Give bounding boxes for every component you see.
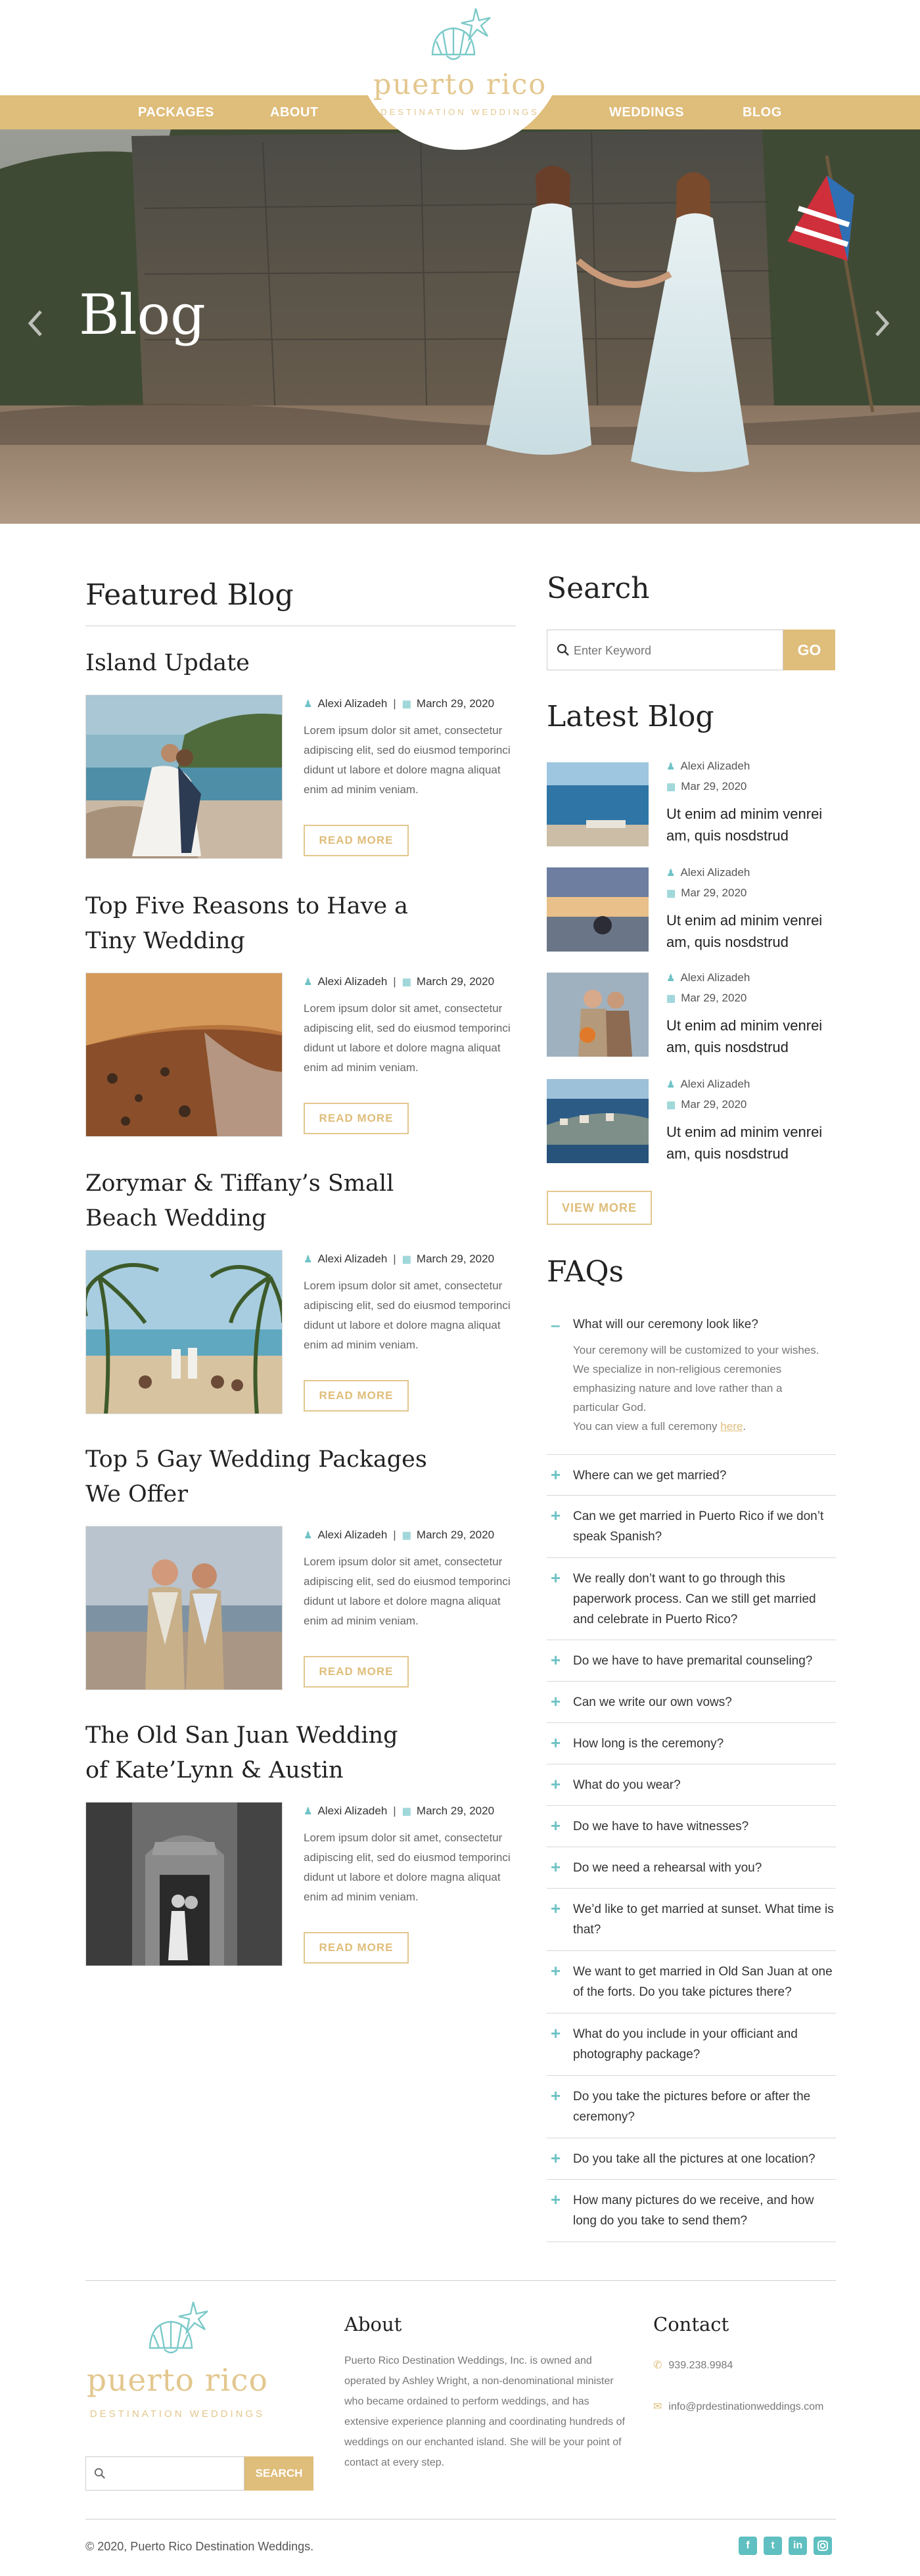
search-input[interactable] (574, 641, 771, 660)
contact-email[interactable]: ✉ info@prdestinationweddings.com (653, 2401, 824, 2412)
faq-question: We’d like to get married at sunset. What time is that? (573, 1902, 834, 1937)
faq-item[interactable] (547, 1847, 836, 1889)
footer-logo-tagline: DESTINATION WEDDINGS (89, 2408, 265, 2420)
chevron-right-icon (874, 309, 891, 338)
faq-question: Do you take all the pictures at one location? (573, 2152, 816, 2166)
plus-icon: + (551, 2148, 561, 2168)
plus-icon: + (551, 1506, 561, 1525)
post-image[interactable] (85, 1250, 283, 1414)
faq-question: We really don’t want to go through this paperwork process. Can we still get married and celebrate in Puerto Rico? (573, 1572, 816, 1626)
latest-post-date: ▦ Mar 29, 2020 (666, 992, 747, 1004)
faq-question: We want to get married in Old San Juan at one of the forts. Do you take pictures there? (573, 1965, 833, 1999)
post-date: March 29, 2020 (416, 697, 495, 710)
latest-post-image[interactable] (547, 867, 649, 952)
faq-item[interactable] (547, 2180, 836, 2242)
post-title[interactable]: Zorymar & Tiffany’s Small Beach Wedding (85, 1170, 394, 1231)
post-date: March 29, 2020 (416, 1529, 495, 1541)
user-icon: ♟ (666, 1079, 676, 1090)
faq-question: Do we have to have witnesses? (573, 1820, 749, 1833)
faq-question: Can we get married in Puerto Rico if we don’t speak Spanish? (573, 1509, 824, 1544)
about-heading: About (344, 2313, 402, 2335)
post-meta: ♟ Alexi Alizadeh | ▦ March 29, 2020 (304, 1529, 495, 1541)
post-title[interactable]: Island Update (85, 650, 250, 676)
calendar-icon: ▦ (666, 888, 676, 899)
plus-icon: + (551, 2086, 561, 2105)
post-image[interactable] (85, 1802, 283, 1966)
latest-post-title[interactable]: Ut enim ad minim venrei am, quis nosdstrud (666, 806, 823, 844)
faq-item[interactable] (547, 1496, 836, 1558)
view-more-button[interactable]: VIEW MORE (547, 1191, 652, 1225)
faq-question: What will our ceremony look like? (573, 1318, 758, 1331)
user-icon: ♟ (304, 1254, 313, 1265)
post-meta: ♟ Alexi Alizadeh | ▦ March 29, 2020 (304, 1805, 495, 1817)
faq-item[interactable] (547, 1806, 836, 1847)
copyright: © 2020, Puerto Rico Destination Weddings. (85, 2540, 314, 2553)
faq-question: How many pictures do we receive, and how long do you take to send them? (573, 2194, 814, 2228)
plus-icon: + (551, 1816, 561, 1835)
faq-item[interactable] (547, 1682, 836, 1723)
user-icon: ♟ (666, 867, 676, 879)
plus-icon: + (551, 1857, 561, 1877)
post-author: Alexi Alizadeh (317, 697, 388, 710)
post-title[interactable]: Top 5 Gay Wedding Packages We Offer (85, 1446, 427, 1507)
phone-icon: ✆ (653, 2360, 662, 2371)
plus-icon: + (551, 1733, 561, 1753)
faq-item[interactable] (547, 1640, 836, 1682)
faq-question: Do we have to have premarital counseling? (573, 1654, 813, 1668)
footer-logo[interactable] (82, 2297, 273, 2428)
faq-question: Where can we get married? (573, 1469, 727, 1483)
faq-item[interactable] (547, 1889, 836, 1951)
user-icon: ♟ (666, 973, 676, 984)
carousel-next-button[interactable] (874, 309, 891, 345)
latest-post-title[interactable]: Ut enim ad minim venrei am, quis nosdstrud (666, 912, 823, 950)
post-date: March 29, 2020 (416, 1253, 495, 1265)
post-author: Alexi Alizadeh (317, 1805, 388, 1817)
latest-post-author: ♟ Alexi Alizadeh (666, 1078, 750, 1090)
post-image[interactable] (85, 695, 283, 859)
contact-phone[interactable]: ✆ 939.238.9984 (653, 2360, 733, 2371)
faq-item[interactable] (547, 2138, 836, 2180)
calendar-icon: ▦ (402, 1530, 411, 1541)
faq-question: What do you include in your officiant and photography package? (573, 2027, 798, 2061)
plus-icon: + (551, 2023, 561, 2043)
latest-post-author: ♟ Alexi Alizadeh (666, 971, 750, 984)
latest-post-image[interactable] (547, 762, 649, 846)
post-image[interactable] (85, 973, 283, 1137)
facebook-icon[interactable]: f (739, 2537, 757, 2555)
search-go-button[interactable]: GO (783, 630, 835, 670)
plus-icon: + (551, 1898, 561, 1918)
user-icon: ♟ (304, 1530, 313, 1541)
post-author: Alexi Alizadeh (317, 975, 388, 988)
about-text: Puerto Rico Destination Weddings, Inc. is owned and operated by Ashley Wright, a non-denominational minister who became ordained to perform weddings, and has extensive experience planning and coordinating hundreds of weddings on our enchanted island. She will be your point of contact at every step. (344, 2355, 625, 2468)
search-box (547, 630, 783, 670)
calendar-icon: ▦ (666, 993, 676, 1004)
nav-blog[interactable]: BLOG (743, 105, 782, 120)
search-icon (557, 643, 570, 656)
footer-search-input[interactable] (111, 2465, 239, 2483)
read-more-button[interactable]: READ MORE (304, 1103, 409, 1134)
read-more-button[interactable]: READ MORE (304, 1656, 409, 1688)
envelope-icon: ✉ (653, 2401, 662, 2412)
carousel-prev-button[interactable] (26, 309, 43, 345)
logo-tagline: DESTINATION WEDDINGS (380, 107, 540, 117)
post-meta: ♟ Alexi Alizadeh | ▦ March 29, 2020 (304, 1253, 495, 1265)
calendar-icon: ▦ (666, 1099, 676, 1111)
footer-search-button[interactable]: SEARCH (244, 2456, 313, 2491)
post-author: Alexi Alizadeh (317, 1253, 388, 1265)
footer-search-box (85, 2456, 244, 2491)
user-icon: ♟ (666, 761, 676, 772)
calendar-icon: ▦ (402, 977, 411, 988)
plus-icon: + (551, 1568, 561, 1588)
post-author: Alexi Alizadeh (317, 1529, 388, 1541)
faq-item[interactable] (547, 1951, 836, 2013)
read-more-button[interactable]: READ MORE (304, 825, 409, 856)
read-more-button[interactable]: READ MORE (304, 1932, 409, 1964)
search-heading: Search (547, 572, 650, 605)
contact-heading: Contact (653, 2313, 729, 2335)
logo-text: puerto rico (373, 68, 547, 101)
post-excerpt: Lorem ipsum dolor sit amet, consectetur adipiscing elit, sed do eiusmod temporinci didunt ut labore et dolore magna aliquat enim ad minim veniam. (304, 724, 511, 796)
instagram-icon[interactable] (814, 2537, 832, 2555)
calendar-icon: ▦ (402, 699, 411, 710)
latest-blog-heading: Latest Blog (547, 700, 714, 733)
latest-post-image[interactable] (547, 973, 649, 1057)
post-excerpt: Lorem ipsum dolor sit amet, consectetur adipiscing elit, sed do eiusmod temporinci didunt ut labore et dolore magna aliquat enim ad minim veniam. (304, 1831, 511, 1903)
chevron-left-icon (26, 309, 43, 338)
page-title: Blog (79, 283, 206, 347)
latest-post-author: ♟ Alexi Alizadeh (666, 866, 750, 879)
post-excerpt: Lorem ipsum dolor sit amet, consectetur adipiscing elit, sed do eiusmod temporinci didunt ut labore et dolore magna aliquat enim ad minim veniam. (304, 1279, 511, 1351)
user-icon: ♟ (304, 699, 313, 710)
latest-post-title[interactable]: Ut enim ad minim venrei am, quis nosdstrud (666, 1124, 823, 1162)
faq-item[interactable] (547, 2013, 836, 2076)
latest-post-date: ▦ Mar 29, 2020 (666, 1098, 747, 1111)
faqs-heading: FAQs (547, 1255, 624, 1289)
post-title[interactable]: The Old San Juan Wedding of Kate’Lynn & Austin (85, 1722, 398, 1783)
faq-item[interactable] (547, 1558, 836, 1640)
faq-question: How long is the ceremony? (573, 1737, 724, 1751)
post-title[interactable]: Top Five Reasons to Have a Tiny Wedding (85, 893, 409, 954)
plus-icon: + (551, 1691, 561, 1711)
faq-answer: Your ceremony will be customized to your wishes. We specialize in non-religious ceremonies emphasizing nature and love rather than a particular God. You can view a full ceremony here. (573, 1344, 819, 1433)
plus-icon: + (551, 1650, 561, 1670)
faq-item[interactable] (547, 1764, 836, 1806)
calendar-icon: ▦ (402, 1806, 411, 1817)
post-excerpt: Lorem ipsum dolor sit amet, consectetur adipiscing elit, sed do eiusmod temporinci didunt ut labore et dolore magna aliquat enim ad minim veniam. (304, 1002, 511, 1074)
faq-item[interactable] (547, 2076, 836, 2138)
seashell-starfish-icon (138, 2297, 217, 2362)
post-excerpt: Lorem ipsum dolor sit amet, consectetur adipiscing elit, sed do eiusmod temporinci didunt ut labore et dolore magna aliquat enim ad minim veniam. (304, 1555, 511, 1627)
calendar-icon: ▦ (402, 1254, 411, 1265)
faq-item[interactable] (547, 1723, 836, 1764)
plus-icon: + (551, 1961, 561, 1981)
post-date: March 29, 2020 (416, 975, 495, 988)
plus-icon: + (551, 2190, 561, 2209)
twitter-icon[interactable]: t (764, 2537, 782, 2555)
post-meta: ♟ Alexi Alizadeh | ▦ March 29, 2020 (304, 697, 495, 710)
plus-icon: + (551, 1774, 561, 1794)
latest-post-date: ▦ Mar 29, 2020 (666, 780, 747, 793)
seashell-starfish-icon (421, 3, 499, 69)
latest-post-title[interactable]: Ut enim ad minim venrei am, quis nosdstrud (666, 1017, 823, 1055)
faq-question: Do we need a rehearsal with you? (573, 1861, 762, 1875)
read-more-button[interactable]: READ MORE (304, 1380, 409, 1412)
nav-about[interactable]: ABOUT (270, 105, 319, 120)
search-icon (94, 2468, 106, 2479)
faq-question: What do you wear? (573, 1778, 681, 1792)
minus-icon: – (551, 1315, 561, 1335)
faq-question: Do you take the pictures before or after the ceremony? (573, 2090, 811, 2124)
footer-divider (85, 2280, 836, 2281)
user-icon: ♟ (304, 1806, 313, 1817)
nav-packages[interactable]: PACKAGES (138, 105, 214, 120)
latest-post-date: ▦ Mar 29, 2020 (666, 886, 747, 899)
featured-blog-heading: Featured Blog (85, 578, 294, 612)
linkedin-icon[interactable]: in (789, 2537, 807, 2555)
faq-item[interactable] (547, 1455, 836, 1496)
ceremony-link[interactable]: here (720, 1420, 743, 1433)
faq-question: Can we write our own vows? (573, 1695, 732, 1709)
latest-post-author: ♟ Alexi Alizadeh (666, 760, 750, 772)
faq-item-open[interactable] (547, 1313, 836, 1455)
post-image[interactable] (85, 1526, 283, 1690)
footer-logo-text: puerto rico (87, 2362, 268, 2399)
post-meta: ♟ Alexi Alizadeh | ▦ March 29, 2020 (304, 975, 495, 988)
user-icon: ♟ (304, 977, 313, 988)
latest-post-image[interactable] (547, 1079, 649, 1163)
calendar-icon: ▦ (666, 781, 676, 793)
post-date: March 29, 2020 (416, 1805, 495, 1817)
nav-weddings[interactable]: WEDDINGS (609, 105, 684, 120)
plus-icon: + (551, 1465, 561, 1484)
